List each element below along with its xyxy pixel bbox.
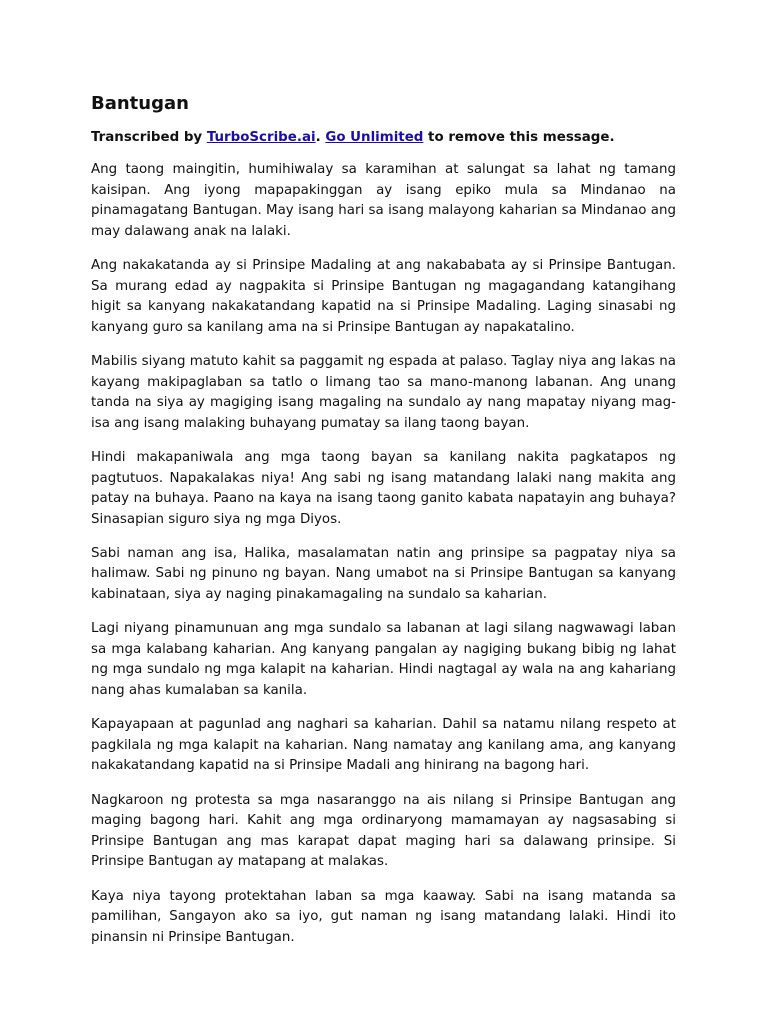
paragraph: Ang taong maingitin, humihiwalay sa karamihan at salungat sa lahat ng tamang kaisipan. Ang iyong mapapakinggan ay isang epiko mula sa Mindanao na pinamagatang Bantugan. May isang hari sa isang malayong kaharian sa Mindanao ang may dalawang anak na lalaki. — [91, 162, 676, 239]
notice-suffix: to remove this message. — [423, 130, 615, 145]
transcription-notice — [91, 128, 676, 148]
document-page — [91, 92, 676, 962]
paragraph: Kapayapaan at pagunlad ang naghari sa kaharian. Dahil sa natamu nilang respeto at pagkilala ng mga kalapit na kaharian. Nang namatay ang kanilang ama, ang kanyang nakakatandang kapatid na si Prinsipe Madali ang hinirang na bagong hari. — [91, 717, 676, 774]
paragraph: Lagi niyang pinamunuan ang mga sundalo sa labanan at lagi silang nagwawagi laban sa mga kalabang kaharian. Ang kanyang pangalan ay nagiging bukang bibig ng lahat ng mga sundalo ng mga kalapit na kaharian. Hindi nagtagal ay wala na ang kahariang nang ahas kumalaban sa kanila. — [91, 621, 676, 699]
paragraph: Kaya niya tayong protektahan laban sa mga kaaway. Sabi na isang matanda sa pamilihan, Sangayon ako sa iyo, gut naman ng isang matandang lalaki. Hindi ito pinansin ni Prinsipe Bantugan. — [91, 888, 676, 945]
paragraph: Sabi naman ang isa, Halika, masalamatan natin ang prinsipe sa pagpatay niya sa halimaw. Sabi ng pinuno ng bayan. Nang umabot na si Prinsipe Bantugan sa kanyang kabinataan, siya ay naging pinakamagaling na sundalo sa kaharian. — [91, 545, 676, 603]
paragraph: Mabilis siyang matuto kahit sa paggamit ng espada at palaso. Taglay niya ang lakas na kayang makipaglaban sa tatlo o limang tao sa mano-manong labanan. Ang unang tanda na siya ay magiging isang magaling na sundalo ay nang mapatay niyang mag-isa ang isang malaking buhayang pumatay sa ilang taong bayan. — [91, 353, 676, 431]
paragraph: Hindi makapaniwala ang mga taong bayan sa kanilang nakita pagkatapos ng pagtutuos. Napakalakas niya! Ang sabi ng isang matandang lalaki nang makita ang patay na buhaya. Paano na kaya na isang taong ganito kabata napatayin ang buhaya? Sinasapian siguro siya ng mga Diyos. — [91, 449, 676, 527]
notice-separator: . — [315, 130, 326, 145]
go-unlimited-link[interactable]: Go Unlimited — [325, 130, 424, 145]
turboscribe-link[interactable]: TurboScribe.ai — [206, 130, 316, 145]
document-title: Bantugan — [91, 93, 189, 114]
paragraph: Nagkaroon ng protesta sa mga nasaranggo na ais nilang si Prinsipe Bantugan ang maging bagong hari. Kahit ang mga ordinaryong mamamayan ay nagsasabing si Prinsipe Bantugan ang mas karapat dapat maging hari sa dalawang prinsipe. Si Prinsipe Bantugan ay matapang at malakas. — [91, 792, 676, 870]
paragraph: Ang nakakatanda ay si Prinsipe Madaling at ang nakababata ay si Prinsipe Bantugan. Sa murang edad ay nagpakita si Prinsipe Bantugan ng magagandang katangihang higit sa kanyang nakakatandang kapatid na si Prinsipe Madaling. Laging sinasabi ng kanyang guro sa kanilang ama na si Prinsipe Bantugan ay napakatalino. — [91, 257, 676, 335]
notice-prefix: Transcribed by — [91, 130, 207, 145]
